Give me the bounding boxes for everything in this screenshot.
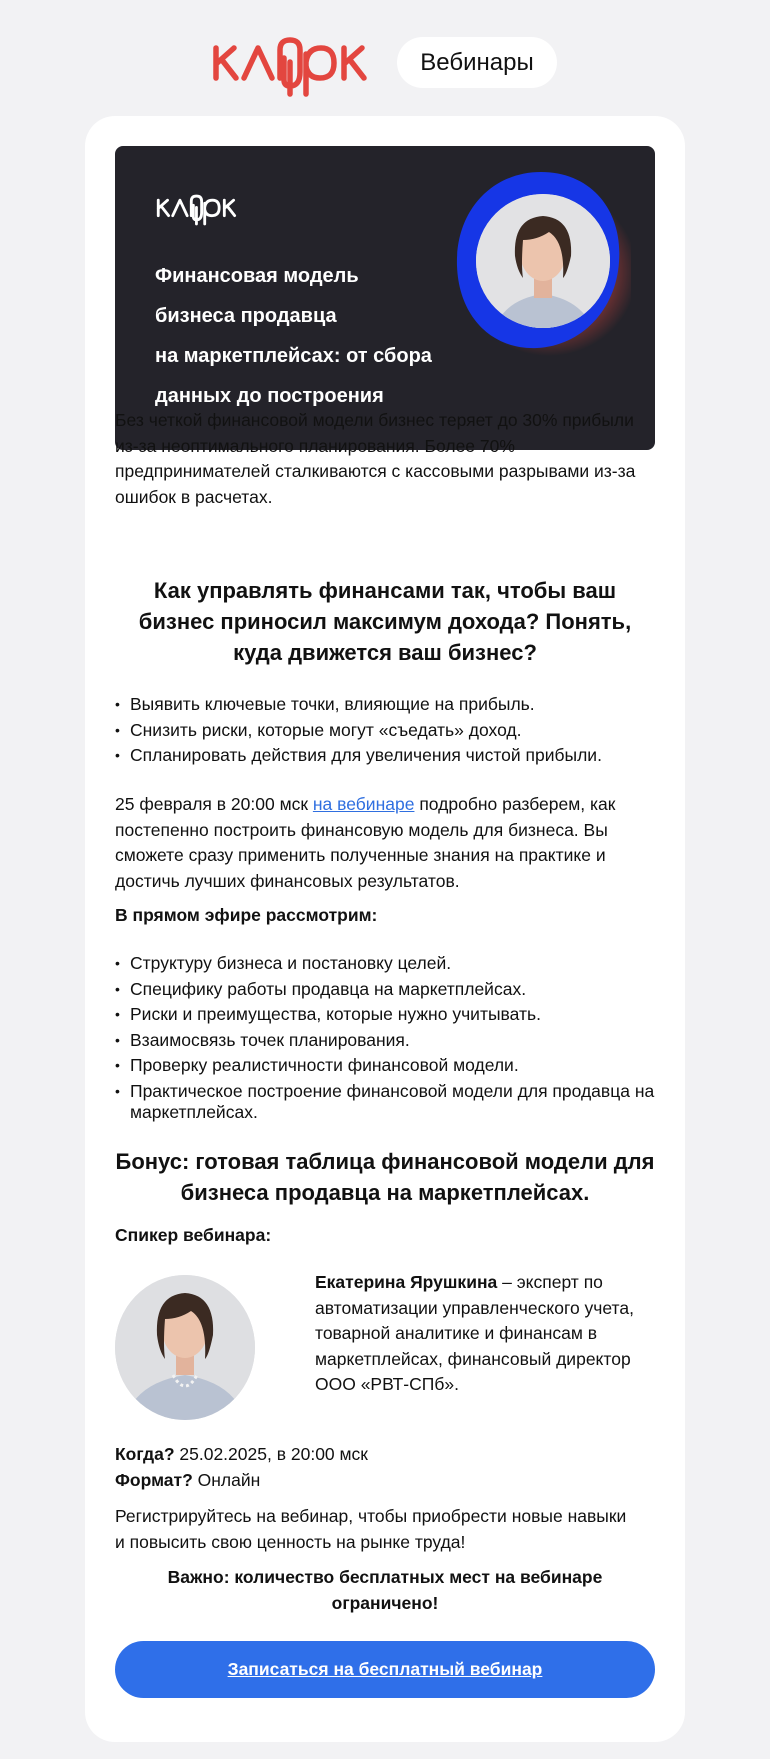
agenda-list-item: • Структуру бизнеса и постановку целей.: [115, 953, 655, 974]
speaker-bio: [315, 1270, 655, 1398]
announcement-text: 25 февраля в 20:00 мск: [115, 794, 313, 814]
question-heading-line: Как управлять финансами так, чтобы ваш: [153, 578, 617, 603]
speaker-bio-line: маркетплейсах, финансовый директор: [315, 1348, 631, 1369]
webinar-banner[interactable]: [115, 146, 655, 450]
question-heading-line: куда движется ваш бизнес?: [233, 640, 537, 665]
goals-list-item: • Снизить риски, которые могут «съедать» доход.: [115, 720, 655, 741]
when-row: [115, 1442, 655, 1468]
agenda-list-item: • Взаимосвязь точек планирования.: [115, 1030, 655, 1051]
agenda-list-item: • Специфику работы продавца на маркетплейсах.: [115, 979, 655, 1000]
speaker-photo: [115, 1275, 255, 1420]
speaker-bio-text: – эксперт по: [497, 1272, 603, 1292]
seats-warning: [115, 1565, 655, 1616]
when-value: 25.02.2025, в 20:00 мск: [174, 1444, 368, 1464]
goals-list-item: • Выявить ключевые точки, влияющие на прибыль.: [115, 694, 655, 715]
speaker-portrait-blob: [451, 170, 631, 365]
register-paragraph: [115, 1504, 655, 1555]
speaker-avatar: [115, 1275, 255, 1420]
agenda-list-item: • Проверку реалистичности финансовой модели.: [115, 1055, 655, 1076]
agenda-title: В прямом эфире рассмотрим:: [115, 905, 378, 925]
format-row: [115, 1468, 655, 1494]
speaker-bio-line: ООО «РВТ-СПб».: [315, 1374, 459, 1394]
register-button[interactable]: [115, 1641, 655, 1698]
banner-logo-image: [155, 194, 241, 226]
speaker-name: Екатерина Ярушкина: [315, 1272, 498, 1292]
agenda-list: [115, 953, 655, 1127]
bonus-heading-line: бизнеса продавца на маркетплейсах.: [180, 1180, 590, 1205]
goals-list: [115, 694, 655, 771]
banner-logo: [155, 194, 241, 231]
intro-line: из-за неоптимального планирования. Более 70%: [115, 435, 515, 456]
announcement-line: сможете сразу применить полученные знания на практике и: [115, 845, 606, 865]
agenda-list-item: • Риски и преимущества, которые нужно учитывать.: [115, 1004, 655, 1025]
format-label: Формат?: [115, 1469, 193, 1490]
intro-line: Без четкой финансовой модели бизнес теряет до 30% прибыли: [115, 410, 634, 430]
klerk-logo[interactable]: [212, 36, 374, 103]
announcement-line: достичь лучших финансовых результатов.: [115, 870, 460, 891]
intro-line: предпринимателей сталкиваются с кассовыми разрывами из-за: [115, 461, 636, 481]
banner-title-line: на маркетплейсах: от сбора: [155, 345, 432, 367]
seats-warning-line: ограничено!: [331, 1592, 439, 1613]
announcement-text: подробно разберем, как: [414, 794, 616, 814]
seats-warning-line: Важно: количество бесплатных мест на вебинаре: [167, 1567, 603, 1587]
agenda-list-item: • Практическое построение финансовой модели для продавца на маркетплейсах.: [115, 1081, 655, 1123]
register-button-label: Записаться на бесплатный вебинар: [227, 1659, 543, 1679]
webinars-badge-label: Вебинары: [420, 48, 534, 76]
email-card: [85, 116, 685, 1742]
banner-title: [155, 256, 475, 416]
bonus-heading-line: Бонус: готовая таблица финансовой модели для: [115, 1149, 655, 1174]
intro-line: ошибок в расчетах.: [115, 486, 273, 507]
question-heading: [115, 575, 655, 668]
announcement-paragraph: [115, 792, 655, 894]
speaker-portrait-image: [451, 170, 631, 360]
speaker-bio-line: автоматизации управленческого учета,: [315, 1297, 634, 1318]
speaker-bio-line: товарной аналитике и финансам в: [315, 1323, 598, 1343]
banner-title-line: бизнеса продавца: [155, 305, 337, 327]
bonus-heading: [115, 1146, 655, 1208]
format-value: Онлайн: [192, 1469, 261, 1490]
banner-title-line: данных до построения: [155, 385, 384, 407]
webinars-badge[interactable]: [397, 37, 557, 88]
goals-list-item: • Спланировать действия для увеличения чистой прибыли.: [115, 745, 655, 766]
announcement-line: постепенно построить финансовую модель для бизнеса. Вы: [115, 819, 608, 840]
banner-title-line: Финансовая модель: [155, 265, 359, 287]
webinar-link[interactable]: на вебинаре: [312, 794, 415, 814]
email-header: [0, 0, 770, 116]
speaker-section-title: Спикер вебинара:: [115, 1225, 272, 1245]
register-line: Регистрируйтесь на вебинар, чтобы приобрести новые навыки: [115, 1506, 627, 1526]
webinar-details: [115, 1442, 655, 1493]
intro-paragraph: [115, 408, 655, 510]
speaker-bio-line: [315, 1270, 655, 1296]
announcement-line: [115, 792, 655, 818]
question-heading-line: бизнес приносил максимум дохода? Понять,: [138, 609, 632, 634]
klerk-logo-image: [212, 36, 374, 98]
when-label: Когда?: [115, 1444, 175, 1464]
register-line: и повысить свою ценность на рынке труда!: [115, 1531, 466, 1552]
